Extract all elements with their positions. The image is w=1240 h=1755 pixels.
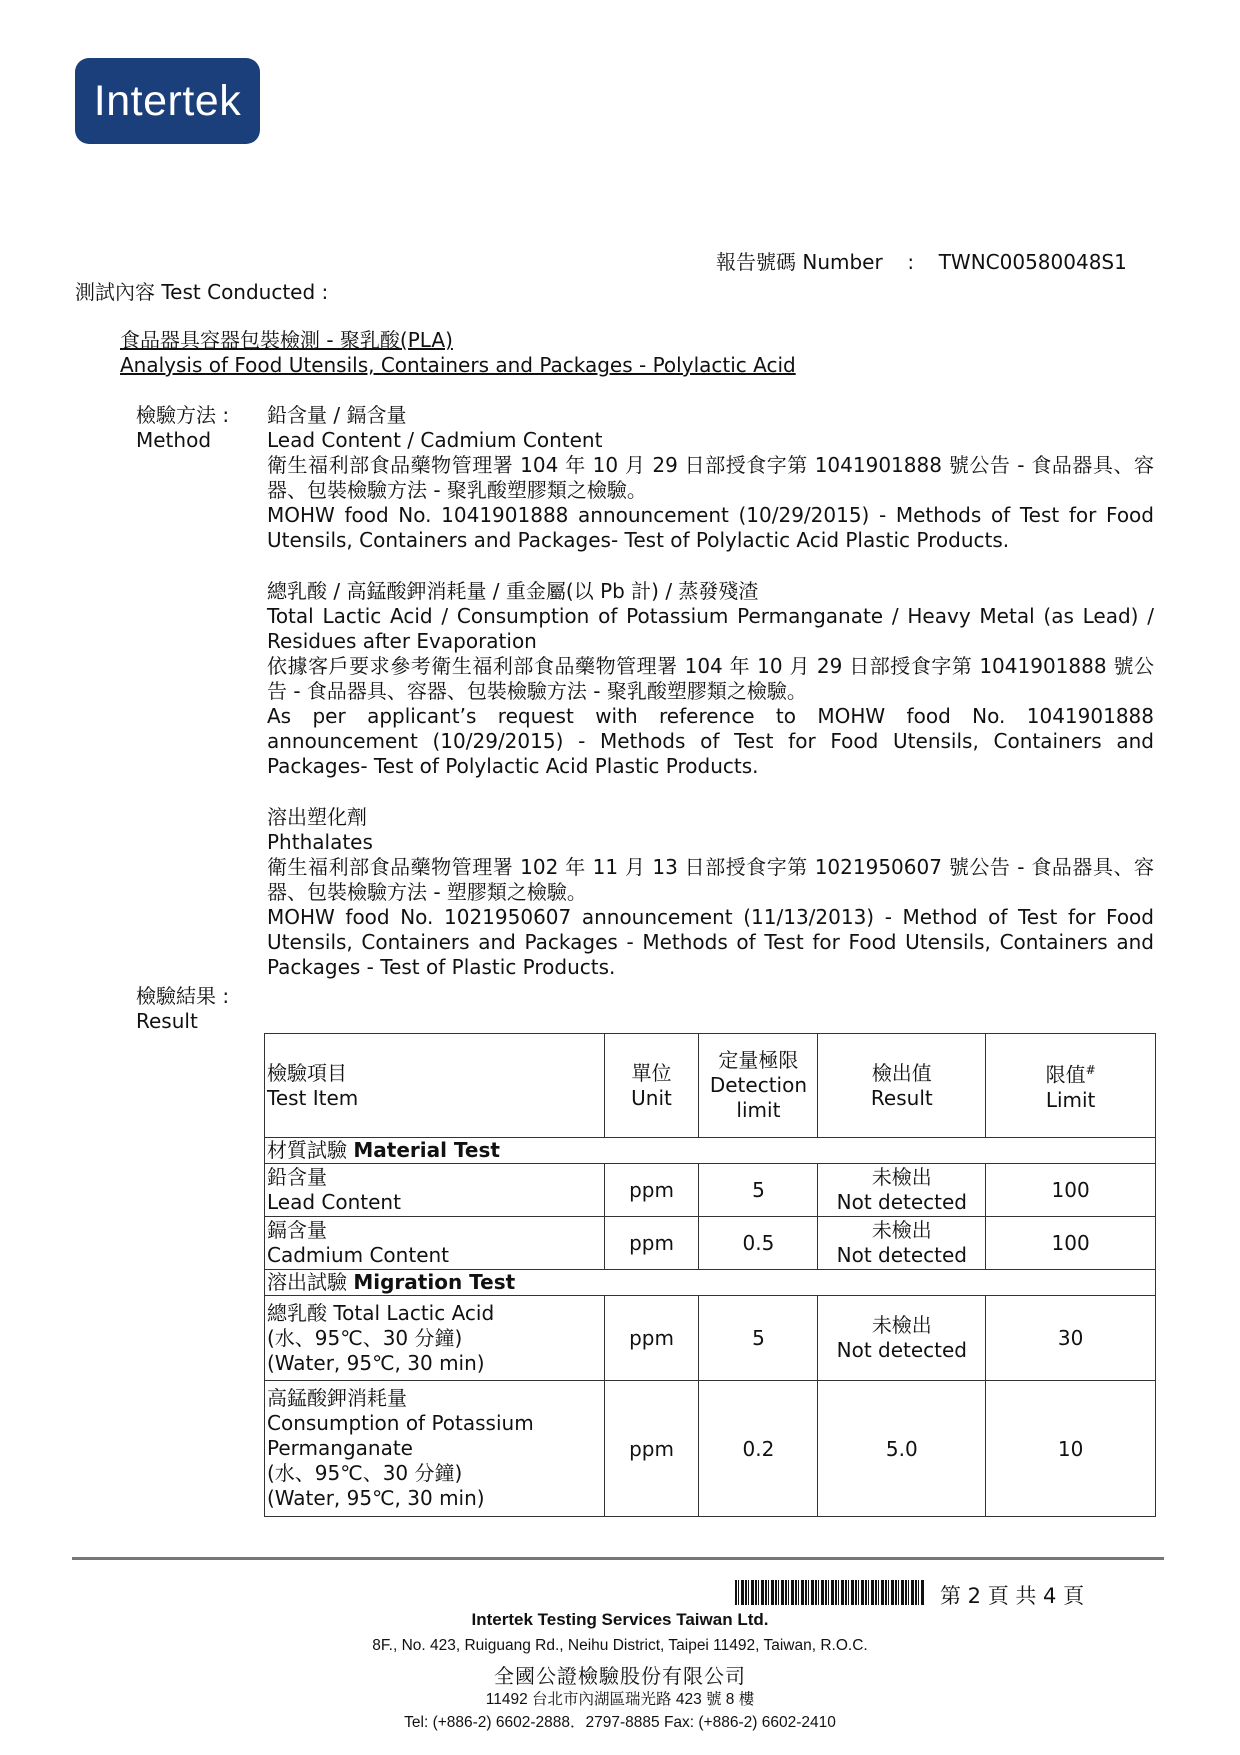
cell-unit: ppm bbox=[604, 1381, 699, 1517]
result-label bbox=[136, 984, 229, 1034]
cell-line: 高錳酸鉀消耗量 bbox=[267, 1386, 407, 1410]
method-block-phthalates bbox=[267, 805, 1154, 980]
intertek-logo: Intertek bbox=[75, 58, 260, 144]
section-title bbox=[265, 1270, 1156, 1296]
header-text: 定量極限 bbox=[718, 1048, 799, 1072]
result-label-zh: 檢驗結果 : bbox=[136, 984, 230, 1008]
cell-detection-limit: 0.2 bbox=[699, 1381, 818, 1517]
method-line: Lead Content / Cadmium Content bbox=[267, 428, 603, 452]
method-line: Phthalates bbox=[267, 830, 373, 854]
footer-address-en: 8F., No. 423, Ruiguang Rd., Neihu District, Taipei 11492, Taiwan, R.O.C. bbox=[372, 1637, 868, 1654]
header-text: 檢出值 bbox=[871, 1060, 932, 1085]
header-text: 單位 bbox=[631, 1060, 672, 1085]
method-line: Total Lactic Acid / Consumption of Potassium Permanganate / Heavy Metal (as Lead) / Residues after Evaporation bbox=[267, 604, 1154, 653]
method-line: 溶出塑化劑 bbox=[267, 805, 367, 829]
cell-line: 未檢出 bbox=[871, 1313, 932, 1337]
cell-unit: ppm bbox=[604, 1217, 699, 1270]
table-row bbox=[265, 1296, 1156, 1381]
header-result bbox=[818, 1034, 986, 1138]
method-line: 鉛含量 / 鎘含量 bbox=[267, 403, 407, 427]
method-line: MOHW food No. 1041901888 announcement (10/29/2015) - Methods of Test for Food Utensils, Containers and Packages- Test of Polylactic Acid Plastic Products. bbox=[267, 503, 1154, 552]
table-row bbox=[265, 1164, 1156, 1217]
method-label-zh: 檢驗方法 : bbox=[136, 403, 230, 427]
cell-limit: 100 bbox=[986, 1217, 1156, 1270]
cell-result bbox=[818, 1296, 986, 1381]
method-line: 衛生福利部食品藥物管理署 104 年 10 月 29 日部授食字第 1041901888 號公告 - 食品器具、容器、包裝檢驗方法 - 聚乳酸塑膠類之檢驗。 bbox=[267, 453, 1154, 502]
cell-line: 未檢出 bbox=[871, 1165, 932, 1189]
report-number-separator: : bbox=[907, 250, 915, 274]
cell-line: (Water, 95℃, 30 min) bbox=[267, 1350, 485, 1375]
cell-line: Permanganate bbox=[267, 1436, 413, 1460]
title-zh: 食品器具容器包裝檢測 - 聚乳酸(PLA) bbox=[120, 328, 453, 352]
table-row bbox=[265, 1381, 1156, 1517]
cell-detection-limit: 5 bbox=[699, 1296, 818, 1381]
method-line: 總乳酸 / 高錳酸鉀消耗量 / 重金屬(以 Pb 計) / 蒸發殘渣 bbox=[267, 579, 759, 603]
header-test-item bbox=[265, 1034, 605, 1138]
cell-line: (水、95℃、30 分鐘) bbox=[267, 1461, 463, 1485]
cell-line: 鉛含量 bbox=[267, 1165, 327, 1189]
section-title-zh: 材質試驗 bbox=[267, 1138, 347, 1162]
footer-divider bbox=[72, 1557, 1164, 1560]
header-text: Result bbox=[870, 1085, 933, 1110]
cell-unit: ppm bbox=[604, 1296, 699, 1381]
cell-test-item bbox=[265, 1296, 605, 1381]
cell-detection-limit: 0.5 bbox=[699, 1217, 818, 1270]
title-en: Analysis of Food Utensils, Containers and Packages - Polylactic Acid bbox=[120, 353, 796, 377]
cell-test-item bbox=[265, 1381, 605, 1517]
cell-limit: 30 bbox=[986, 1296, 1156, 1381]
footer-company-en: Intertek Testing Services Taiwan Ltd. bbox=[471, 1610, 769, 1629]
footer-company-zh: 全國公證檢驗股份有限公司 bbox=[494, 1666, 746, 1688]
cell-unit: ppm bbox=[604, 1164, 699, 1217]
cell-result bbox=[818, 1381, 986, 1517]
cell-line: (Water, 95℃, 30 min) bbox=[267, 1486, 485, 1510]
header-unit bbox=[604, 1034, 699, 1138]
header-limit bbox=[986, 1034, 1156, 1138]
footer-contact: Tel: (+886-2) 6602-2888．2797-8885 Fax: (+886-2) 6602-2410 bbox=[404, 1714, 836, 1731]
cell-line: Lead Content bbox=[267, 1190, 401, 1214]
page-number: 第 2 頁 共 4 頁 bbox=[940, 1584, 1085, 1608]
section-row-material bbox=[265, 1138, 1156, 1164]
header-text: limit bbox=[736, 1098, 781, 1122]
cell-line: (水、95℃、30 分鐘) bbox=[267, 1325, 463, 1350]
results-table bbox=[264, 1033, 1156, 1517]
header-limit-zh: 限值 bbox=[1045, 1062, 1086, 1087]
method-line: 衛生福利部食品藥物管理署 102 年 11 月 13 日部授食字第 1021950607 號公告 - 食品器具、容器、包裝檢驗方法 - 塑膠類之檢驗。 bbox=[267, 855, 1154, 904]
table-row bbox=[265, 1217, 1156, 1270]
cell-line: 5.0 bbox=[885, 1436, 918, 1461]
table-header-row bbox=[265, 1034, 1156, 1138]
report-number bbox=[716, 246, 1127, 275]
cell-limit: 10 bbox=[986, 1381, 1156, 1517]
section-title bbox=[265, 1138, 1156, 1164]
method-line: 依據客戶要求參考衛生福利部食品藥物管理署 104 年 10 月 29 日部授食字第 1041901888 號公告 - 食品器具、容器、包裝檢驗方法 - 聚乳酸塑膠類之檢驗。 bbox=[267, 654, 1154, 703]
method-line: As per applicant’s request with reference to MOHW food No. 1041901888 announcement (10/29/2015) - Methods of Test for Food Utensils, Containers and Packages- Test of Polylactic Acid Plastic Products. bbox=[267, 704, 1154, 778]
method-line: MOHW food No. 1021950607 announcement (11/13/2013) - Method of Test for Food Utensils, Containers and Packages - Methods of Test for Food Utensils, Containers and Packages - Test of Plastic Products. bbox=[267, 905, 1154, 979]
footer-address-zh: 11492 台北市內湖區瑞光路 423 號 8 樓 bbox=[485, 1691, 755, 1708]
header-text: Test Item bbox=[267, 1085, 359, 1110]
method-label bbox=[136, 403, 229, 453]
header-limit-sup: # bbox=[1085, 1063, 1096, 1078]
cell-line: Not detected bbox=[836, 1190, 968, 1214]
cell-line: Not detected bbox=[836, 1338, 968, 1362]
header-text bbox=[988, 1058, 1153, 1088]
section-row-migration bbox=[265, 1270, 1156, 1296]
cell-test-item bbox=[265, 1164, 605, 1217]
method-block-migration bbox=[267, 579, 1154, 779]
cell-line: 鎘含量 bbox=[267, 1218, 327, 1242]
header-text: Detection bbox=[709, 1073, 808, 1097]
cell-result bbox=[818, 1217, 986, 1270]
cell-line: Consumption of Potassium bbox=[267, 1411, 534, 1435]
header-text: Unit bbox=[631, 1085, 672, 1110]
report-number-value: TWNC00580048S1 bbox=[938, 250, 1127, 274]
section-title-en: Material Test bbox=[353, 1138, 500, 1162]
result-label-en: Result bbox=[136, 1009, 198, 1033]
cell-limit: 100 bbox=[986, 1164, 1156, 1217]
section-title-zh: 溶出試驗 bbox=[267, 1270, 347, 1294]
header-text: 檢驗項目 bbox=[267, 1060, 347, 1085]
cell-test-item bbox=[265, 1217, 605, 1270]
header-text: Limit bbox=[1045, 1087, 1096, 1112]
cell-line: 未檢出 bbox=[871, 1218, 932, 1242]
cell-line: Not detected bbox=[836, 1243, 968, 1267]
report-number-label: 報告號碼 Number bbox=[716, 250, 883, 274]
section-title-en: Migration Test bbox=[353, 1270, 516, 1294]
cell-line: 總乳酸 Total Lactic Acid bbox=[267, 1300, 495, 1325]
header-detection-limit bbox=[699, 1034, 818, 1138]
document-title bbox=[120, 328, 796, 378]
method-block-lead-cadmium bbox=[267, 403, 1154, 553]
cell-result bbox=[818, 1164, 986, 1217]
method-label-en: Method bbox=[136, 428, 212, 452]
cell-detection-limit: 5 bbox=[699, 1164, 818, 1217]
barcode bbox=[735, 1580, 925, 1605]
cell-line: Cadmium Content bbox=[267, 1243, 450, 1267]
test-conducted-heading: 測試內容 Test Conducted : bbox=[75, 280, 329, 304]
